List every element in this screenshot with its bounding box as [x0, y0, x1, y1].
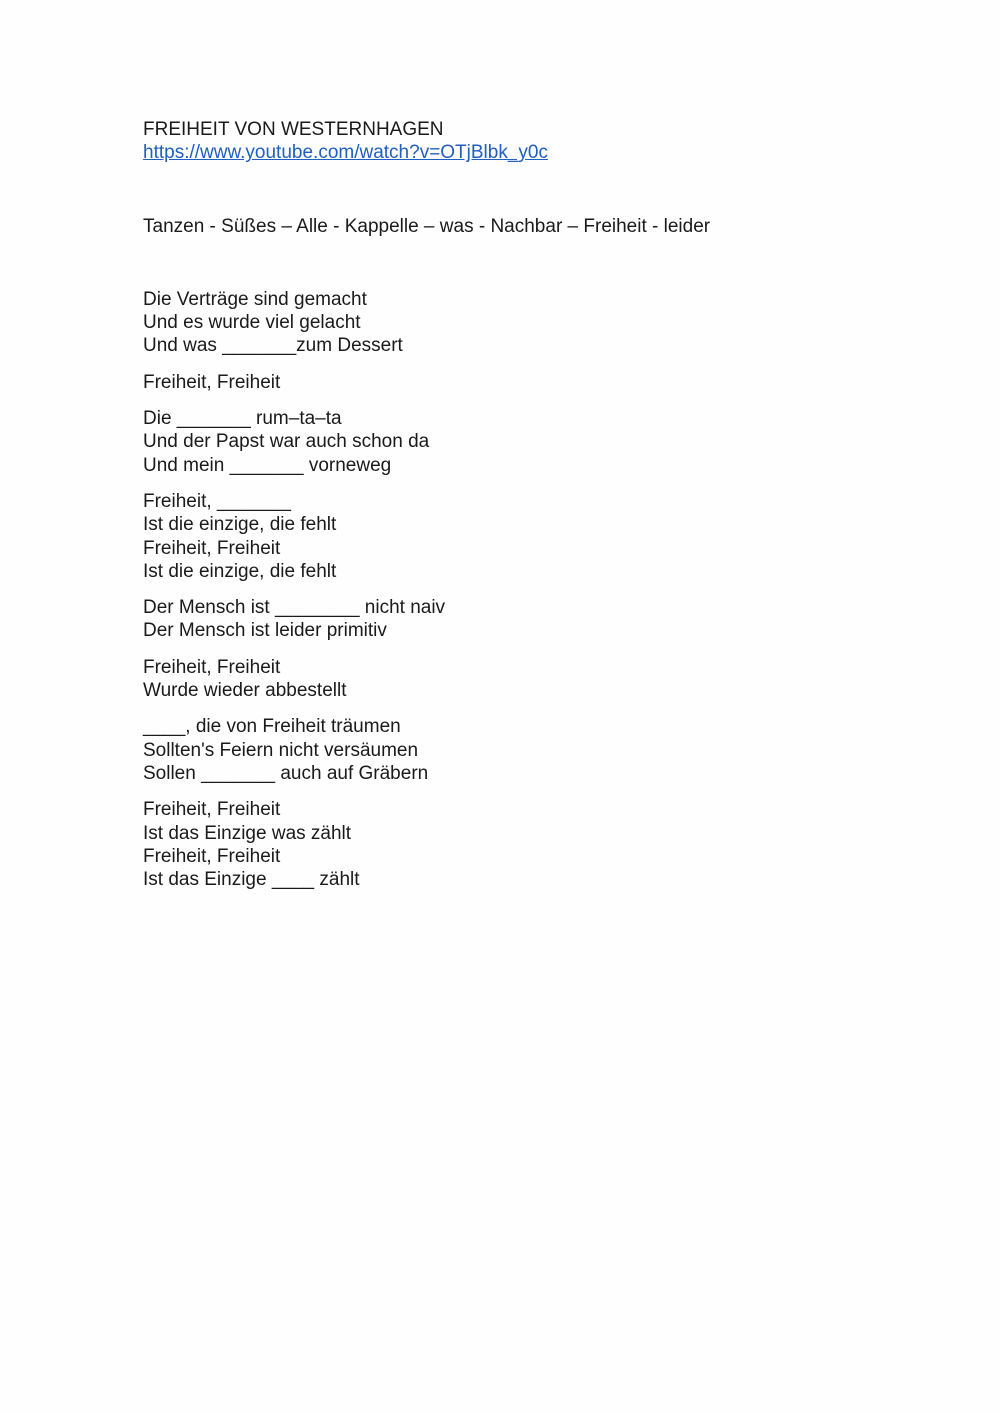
lyric-line: Freiheit, Freiheit [143, 845, 281, 867]
lyric-line: Der Mensch ist ________ nicht naiv [143, 597, 446, 619]
lyric-line: Und was _______zum Dessert [143, 335, 403, 357]
stanza [143, 288, 943, 358]
lyric-line: Ist die einzige, die fehlt [143, 560, 337, 582]
lyric-line: Und mein _______ vorneweg [143, 454, 392, 476]
stanza [143, 798, 943, 891]
lyric-line: Freiheit, Freiheit [143, 371, 281, 393]
stanza [143, 656, 943, 703]
lyric-line: ____, die von Freiheit träumen [143, 716, 401, 738]
stanza [143, 596, 943, 643]
song-title: FREIHEIT VON WESTERNHAGEN [143, 119, 444, 140]
stanza [143, 715, 943, 785]
lyric-line: Freiheit, Freiheit [143, 537, 281, 559]
lyric-line: Und der Papst war auch schon da [143, 431, 430, 453]
stanza [143, 371, 943, 394]
lyric-line: Die Verträge sind gemacht [143, 288, 367, 310]
lyric-line: Ist die einzige, die fehlt [143, 514, 337, 536]
lyric-line: Ist das Einzige was zählt [143, 822, 352, 844]
stanza [143, 490, 943, 583]
lyric-line: Die _______ rum–ta–ta [143, 408, 342, 430]
lyric-line: Freiheit, Freiheit [143, 799, 281, 821]
worksheet-content [143, 118, 943, 904]
lyrics [143, 288, 943, 892]
lyric-line: Freiheit, _______ [143, 490, 291, 512]
lyric-line: Ist das Einzige ____ zählt [143, 869, 360, 891]
lyric-line: Sollten's Feiern nicht versäumen [143, 739, 419, 761]
word-bank-text: Tanzen - Süßes – Alle - Kappelle – was - Nachbar – Freiheit - leider [143, 215, 711, 237]
lyric-line: Der Mensch ist leider primitiv [143, 620, 387, 642]
stanza [143, 407, 943, 477]
lyric-line: Freiheit, Freiheit [143, 656, 281, 678]
lyric-line: Und es wurde viel gelacht [143, 312, 361, 334]
word-bank [143, 215, 943, 238]
youtube-link[interactable]: https://www.youtube.com/watch?v=OTjBlbk_y0c [143, 142, 548, 164]
lyric-line: Wurde wieder abbestellt [143, 680, 347, 702]
lyric-line: Sollen _______ auch auf Gräbern [143, 762, 429, 784]
